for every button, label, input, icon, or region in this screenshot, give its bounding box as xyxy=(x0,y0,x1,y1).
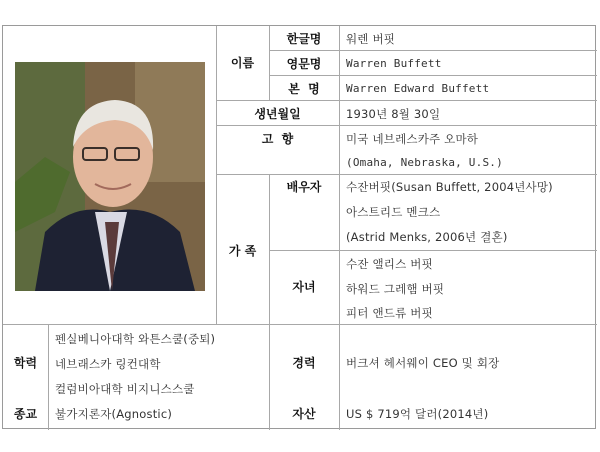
family-label: 가 족 xyxy=(228,244,257,258)
birth-value: 1930년 8월 30일 xyxy=(346,107,441,121)
portrait-illustration xyxy=(15,62,205,291)
hometown-line-2: (Omaha, Nebraska, U.S.) xyxy=(346,156,503,169)
education-label: 학력 xyxy=(13,356,38,370)
education-line-3: 컬럼비아대학 비지니스스쿨 xyxy=(55,382,195,396)
child-3: 피터 앤드류 버핏 xyxy=(346,306,433,320)
real-name-label: 본 명 xyxy=(288,82,320,96)
english-name-value: Warren Buffett xyxy=(346,57,442,70)
religion-value: 불가지론자(Agnostic) xyxy=(55,407,173,421)
spouse-line-3: (Astrid Menks, 2006년 결혼) xyxy=(346,230,508,244)
name-group-label: 이름 xyxy=(230,56,255,70)
korean-name-label: 한글명 xyxy=(286,32,322,46)
children-label: 자녀 xyxy=(292,280,316,294)
child-1: 수잔 앨리스 버핏 xyxy=(346,257,433,271)
profile-table xyxy=(2,25,596,429)
spouse-line-1: 수잔버핏(Susan Buffett, 2004년사망) xyxy=(346,180,553,194)
religion-label: 종교 xyxy=(13,407,38,421)
education-line-1: 펜실베니아대학 와튼스쿨(중퇴) xyxy=(55,332,216,346)
spouse-label: 배우자 xyxy=(286,180,322,194)
birth-label: 생년월일 xyxy=(254,107,301,121)
career-value: 버크셔 헤서웨이 CEO 및 회장 xyxy=(346,356,500,370)
hometown-line-1: 미국 네브레스카주 오마하 xyxy=(346,132,479,146)
real-name-value: Warren Edward Buffett xyxy=(346,82,490,95)
career-label: 경력 xyxy=(292,356,316,370)
portrait-photo xyxy=(15,62,205,291)
spouse-line-2: 아스트리드 멘크스 xyxy=(346,205,441,219)
assets-value: US $ 719억 달러(2014년) xyxy=(346,407,489,421)
korean-name-value: 워렌 버핏 xyxy=(346,32,396,46)
english-name-label: 영문명 xyxy=(286,57,322,71)
assets-label: 자산 xyxy=(292,407,316,421)
child-2: 하워드 그레햄 버핏 xyxy=(346,282,445,296)
hometown-label: 고 향 xyxy=(261,132,294,146)
education-line-2: 네브래스카 링컨대학 xyxy=(55,357,161,371)
